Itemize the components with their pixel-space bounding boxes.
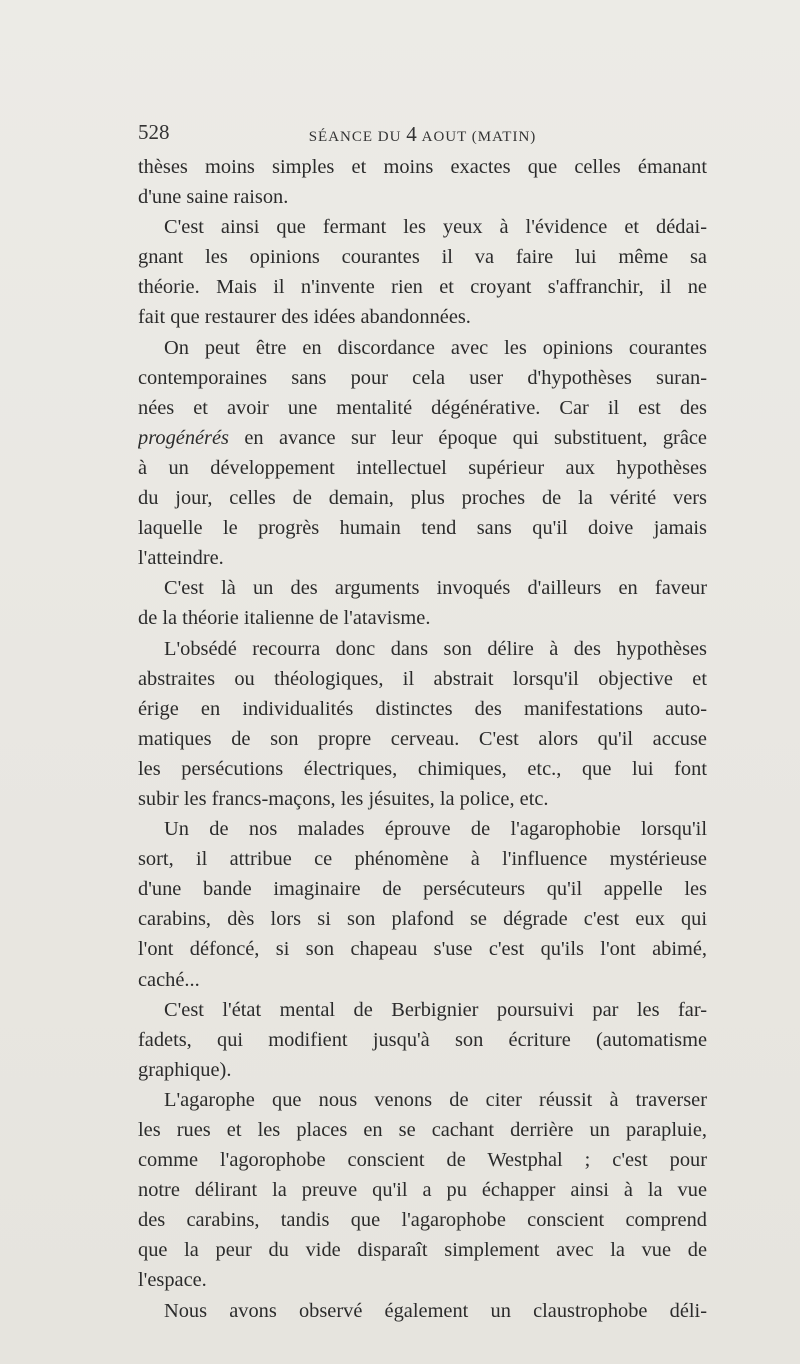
text-line: fait que restaurer des idées abandonnées.	[138, 306, 471, 329]
text-line: L'agarophe que nous venons de citer réussit à traverser	[164, 1088, 707, 1111]
italic-word: progénérés	[138, 426, 229, 449]
text-line: l'espace.	[138, 1269, 207, 1292]
text-line: fadets, qui modifient jusqu'à son écriture (automatisme	[138, 1028, 707, 1051]
text-line: Un de nos malades éprouve de l'agarophobie lorsqu'il	[164, 818, 707, 841]
text-line: C'est là un des arguments invoqués d'ailleurs en faveur	[164, 577, 707, 600]
text-line: L'obsédé recourra donc dans son délire à des hypothèses	[164, 637, 707, 660]
running-title-suffix: AOUT (MATIN)	[417, 129, 537, 145]
text-line: d'une saine raison.	[138, 186, 289, 209]
text-line: les rues et les places en se cachant derrière un parapluie,	[138, 1119, 707, 1141]
running-title-prefix: SÉANCE DU	[308, 129, 407, 145]
text-line: thèses moins simples et moins exactes que celles émanant	[138, 156, 707, 178]
text-line: laquelle le progrès humain tend sans qu'il doive jamais	[138, 517, 707, 540]
text-line: les persécutions électriques, chimiques, etc., que lui font	[138, 757, 707, 780]
text-line: On peut être en discordance avec les opinions courantes	[164, 336, 707, 359]
text-line: graphique).	[138, 1058, 232, 1081]
text-line: Nous avons observé également un claustrophobe déli-	[164, 1299, 707, 1322]
text-line: érige en individualités distinctes des manifestations auto-	[138, 697, 707, 720]
running-title-day: 4	[406, 122, 418, 146]
text-line: nées et avoir une mentalité dégénérative. Car il est des	[138, 396, 707, 419]
text-line: gnant les opinions courantes il va faire lui même sa	[138, 246, 707, 269]
running-title	[138, 122, 707, 147]
text-line: que la peur du vide disparaît simplement avec la vue de	[138, 1239, 707, 1262]
text-line-with-italic	[138, 423, 707, 453]
text-line: contemporaines sans pour cela user d'hypothèses suran-	[138, 366, 707, 389]
text-line: théorie. Mais il n'invente rien et croyant s'affranchir, il ne	[138, 276, 707, 299]
text-line: l'ont défoncé, si son chapeau s'use c'est qu'ils l'ont abimé,	[138, 938, 707, 961]
text-line: carabins, dès lors si son plafond se dégrade c'est eux qui	[138, 908, 707, 931]
text-line: comme l'agorophobe conscient de Westphal ; c'est pour	[138, 1149, 707, 1172]
text-line: du jour, celles de demain, plus proches de la vérité vers	[138, 487, 707, 510]
text-line: subir les francs-maçons, les jésuites, la police, etc.	[138, 787, 549, 810]
text-line: notre délirant la preuve qu'il a pu échapper ainsi à la vue	[138, 1179, 707, 1202]
text-line: abstraites ou théologiques, il abstrait lorsqu'il objective et	[138, 667, 707, 690]
page-number: 528	[138, 120, 170, 144]
text-line: de la théorie italienne de l'atavisme.	[138, 607, 431, 630]
text-line: d'une bande imaginaire de persécuteurs qu'il appelle les	[138, 878, 707, 901]
text-line: l'atteindre.	[138, 547, 224, 570]
text-line: des carabins, tandis que l'agarophobe conscient comprend	[138, 1209, 707, 1232]
text-line: à un développement intellectuel supérieur aux hypothèses	[138, 456, 707, 479]
page-header	[138, 116, 707, 146]
text-line-rest: en avance sur leur époque qui substituent, grâce	[244, 426, 707, 449]
text-line: C'est ainsi que fermant les yeux à l'évidence et dédai-	[164, 216, 707, 239]
text-line: matiques de son propre cerveau. C'est alors qu'il accuse	[138, 727, 707, 750]
text-line: caché...	[138, 968, 200, 991]
text-line: C'est l'état mental de Berbignier poursuivi par les far-	[164, 998, 707, 1021]
body-text	[138, 152, 707, 1326]
text-line: sort, il attribue ce phénomène à l'influence mystérieuse	[138, 848, 707, 871]
